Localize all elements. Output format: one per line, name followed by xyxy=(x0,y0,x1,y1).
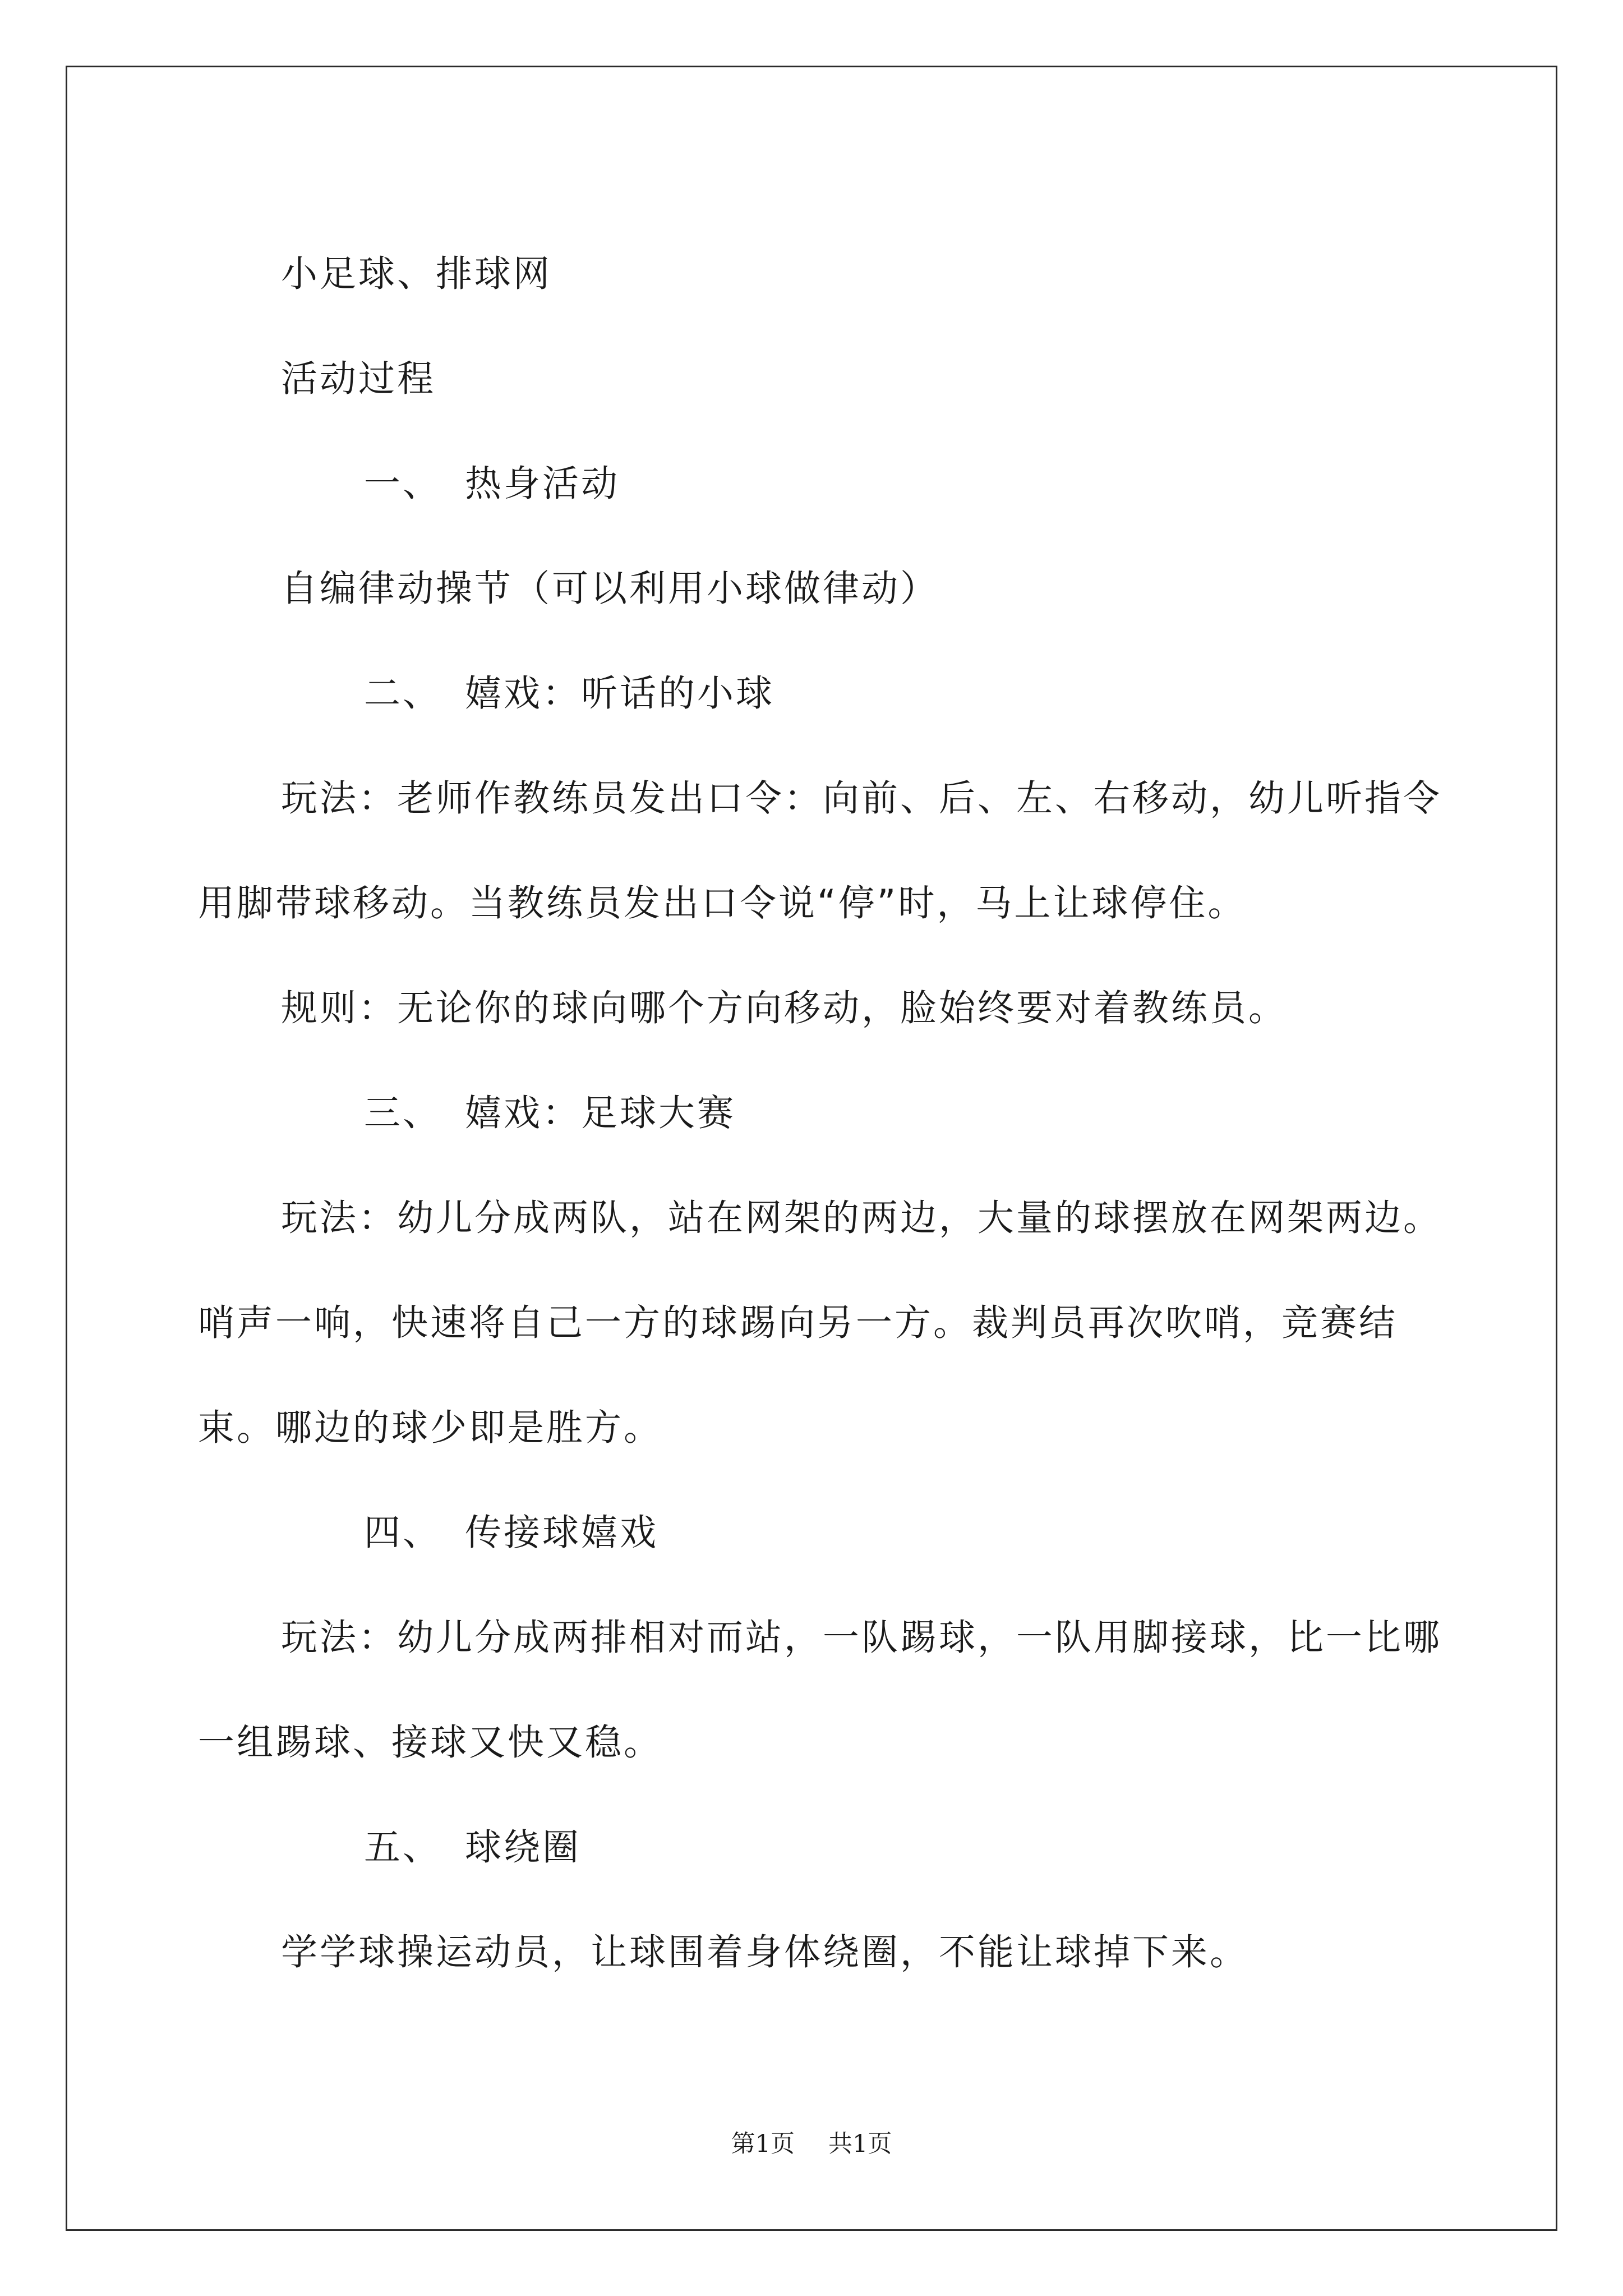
materials-line: 小足球、排球网 xyxy=(281,253,552,295)
warmup-paragraph: 自编律动操节（可以利用小球做律动） xyxy=(281,568,939,610)
game1-rule-paragraph: 规则：无论你的球向哪个方向移动，脸始终要对着教练员。 xyxy=(281,987,1288,1029)
section-title: 传接球嬉戏 xyxy=(465,1512,659,1554)
section-number: 五、 xyxy=(364,1826,442,1869)
section-title: 热身活动 xyxy=(465,463,620,505)
game1-play-paragraph: 玩法：老师作教练员发出口令：向前、后、左、右移动，幼儿听指令用脚带球移动。当教练员发出口令说“停”时，马上让球停住。 xyxy=(198,777,1442,924)
game3-play-paragraph: 玩法：幼儿分成两排相对而站，一队踢球，一队用脚接球，比一比哪一组踢球、接球又快又稳。 xyxy=(198,1617,1442,1764)
section-number: 四、 xyxy=(364,1512,442,1554)
section-number: 一、 xyxy=(364,463,442,505)
document-body xyxy=(198,222,1454,2005)
section-title: 球绕圈 xyxy=(465,1826,582,1869)
section-heading-5 xyxy=(198,1795,1454,1900)
page-number: 第1页 xyxy=(731,2130,795,2158)
section-heading-4 xyxy=(198,1480,1454,1585)
section-title: 嬉戏：足球大赛 xyxy=(465,1092,736,1134)
section-title: 嬉戏：听话的小球 xyxy=(465,673,775,715)
process-title: 活动过程 xyxy=(281,358,436,400)
section-heading-3 xyxy=(198,1061,1454,1166)
page-footer xyxy=(0,2125,1623,2159)
game4-paragraph: 学学球操运动员，让球围着身体绕圈，不能让球掉下来。 xyxy=(281,1931,1249,1973)
section-number: 二、 xyxy=(364,673,442,715)
page-total: 共1页 xyxy=(828,2130,892,2158)
section-heading-1 xyxy=(198,431,1454,536)
game2-play-paragraph: 玩法：幼儿分成两队，站在网架的两边，大量的球摆放在网架两边。哨声一响，快速将自己一方的球踢向另一方。裁判员再次吹哨，竞赛结束。哪边的球少即是胜方。 xyxy=(198,1197,1442,1449)
section-number: 三、 xyxy=(364,1092,442,1134)
section-heading-2 xyxy=(198,641,1454,746)
